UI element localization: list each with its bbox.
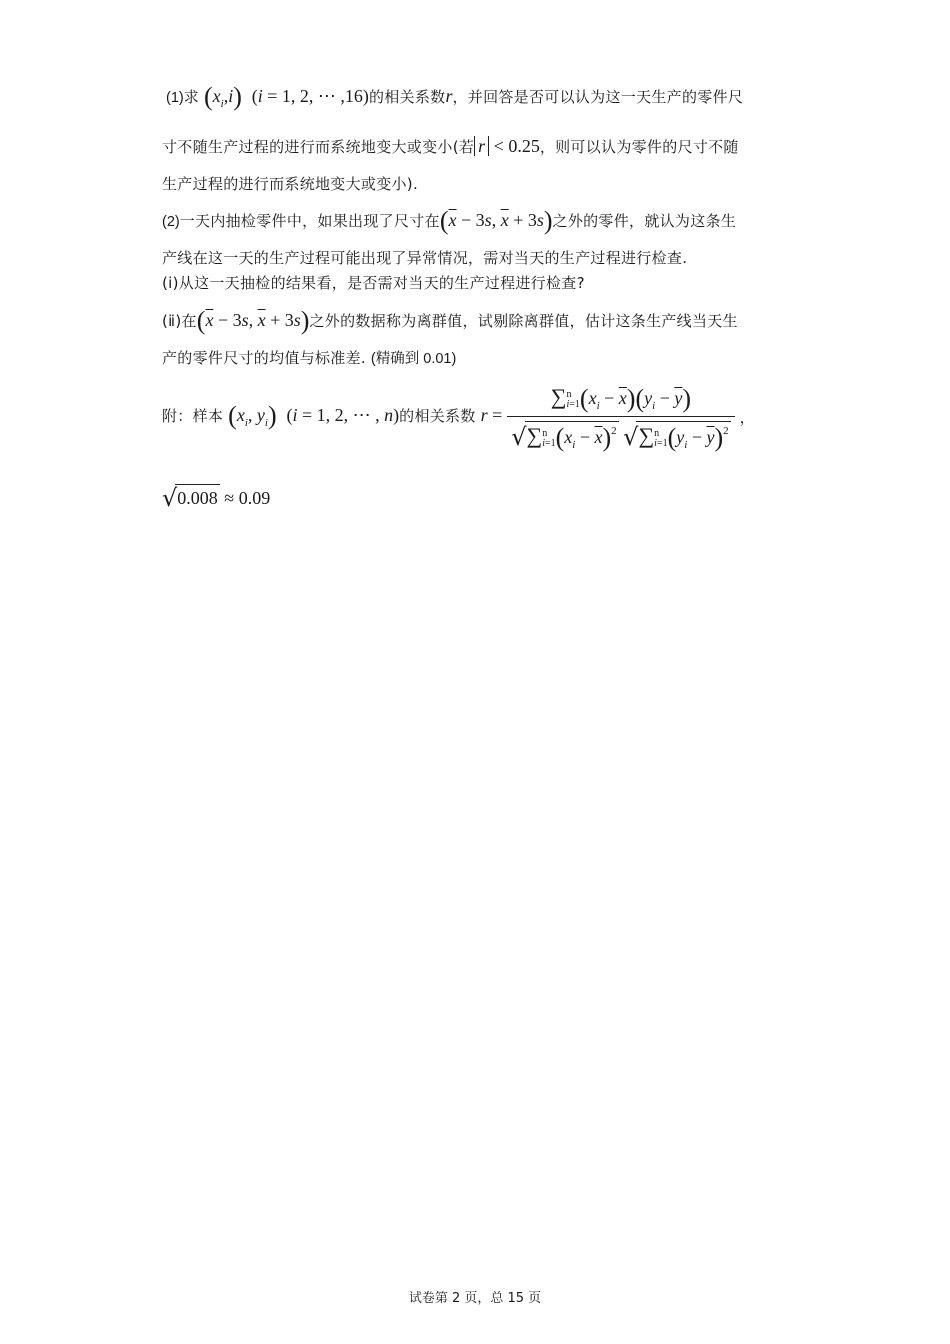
q2-sub-ii-b: 之外的数据称为离群值，试剔除离群值，估计这条生产线当天生 <box>309 312 738 330</box>
page-footer: 试卷第 2 页，总 15 页 <box>408 1291 542 1306</box>
appendix-text-b: 的相关系数 <box>399 406 476 425</box>
q1-index-range: (i = 1, 2, ⋯ ,16) <box>251 86 369 106</box>
appendix-r-eq: r = <box>480 404 503 425</box>
sqrt-approx-line <box>162 484 798 511</box>
q1-condition: r < 0.25 <box>474 136 540 156</box>
approx-value: 0.09 <box>238 488 271 508</box>
q2-precision: (精确到 0.01) <box>370 351 457 367</box>
q1-pair: $(x_i,i)$ <box>203 82 242 111</box>
q2-text-a: 一天内抽检零件中，如果出现了尺寸在 <box>179 212 440 230</box>
appendix-sample: ($x_i$, $y_i$) <box>228 400 277 430</box>
q1-line2-tail: ，则可以认为零件的尺寸不随 <box>539 138 739 156</box>
formula-numerator: ∑n $i=1(x_i - \overline{x})(y_i - \overline{y})$ <box>507 384 734 417</box>
q2-interval: ($\overline{x} - 3s$, $\overline{x} + 3s$) <box>439 206 553 235</box>
q1-text-c: ，并回答是否可以认为这一天生产的零件尺 <box>452 88 744 106</box>
formula-denominator: √∑n $i=1(x_i - \overline{x})^2$ √∑n $i=1(y_i - \overline{y})^2$ <box>511 423 729 452</box>
q1-r: r <box>445 86 453 106</box>
q2-line2 <box>162 246 798 270</box>
q2-sub-i-text: (ⅰ)从这一天抽检的结果看，是否需对当天的生产过程进行检查? <box>162 274 585 292</box>
q2-sub-ii-a: (ⅱ)在 <box>162 312 197 330</box>
q1-line2 <box>162 134 798 159</box>
q2-sub-ii-interval: ($\overline{x} - 3s$, $\overline{x} + 3s$) <box>196 306 310 335</box>
sqrt-approx: √0.008 ≈ 0.09 <box>162 484 271 512</box>
q2-text-b: 之外的零件，就认为这条生 <box>552 212 737 230</box>
q2-sub-ii-line2-text: 产的零件尺寸的均值与标准差. <box>162 349 366 367</box>
q1-line3-text: 生产过程的进行而系统地变大或变小). <box>162 175 419 193</box>
appendix-comma: ， <box>739 408 755 427</box>
sqrt-radicand: 0.008 <box>175 484 220 510</box>
q1-line1 <box>166 84 798 116</box>
correlation-formula <box>507 384 734 453</box>
q2-sub-ii-line1 <box>162 308 798 333</box>
q1-text-a: 求 <box>183 88 200 106</box>
q2-sub-i <box>162 271 798 295</box>
q2-label: (2) <box>162 214 180 230</box>
appendix-index-range: (i = 1, 2, ⋯ , n) <box>286 404 400 425</box>
appendix-label: 附：样本 <box>162 406 224 425</box>
q1-line2-text: 寸不随生产过程的进行而系统地变大或变小(若 <box>162 138 475 156</box>
q2-line2-text: 产线在这一天的生产过程可能出现了异常情况，需对当天的生产过程进行检查. <box>162 249 688 267</box>
appendix-line <box>162 384 798 453</box>
q2-line1 <box>162 208 798 234</box>
q2-sub-ii-line2 <box>162 346 798 371</box>
q1-line3 <box>162 172 798 196</box>
q1-label: (1) <box>166 90 184 106</box>
q1-text-b: 的相关系数 <box>368 88 446 106</box>
